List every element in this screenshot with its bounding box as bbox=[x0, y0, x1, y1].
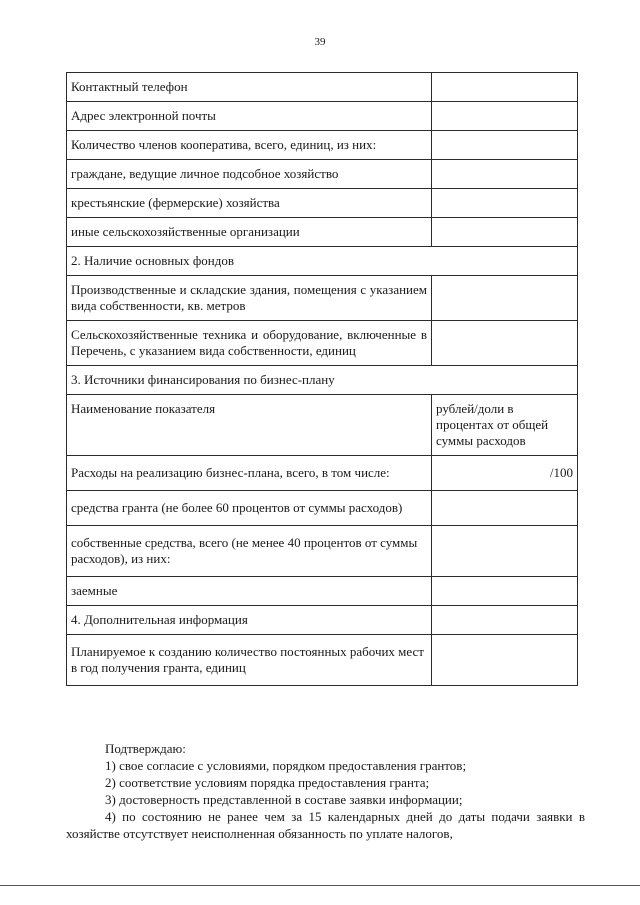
column-header-indicator: Наименование показателя bbox=[67, 395, 432, 456]
table-row bbox=[67, 276, 578, 321]
row-value: /100 bbox=[432, 456, 578, 491]
row-label: граждане, ведущие личное подсобное хозяйство bbox=[67, 160, 432, 189]
row-value bbox=[432, 577, 578, 606]
table-row bbox=[67, 635, 578, 686]
section-row bbox=[67, 366, 578, 395]
table-row bbox=[67, 526, 578, 577]
row-value bbox=[432, 102, 578, 131]
row-label: Планируемое к созданию количество постоянных рабочих мест в год получения гранта, единиц bbox=[67, 635, 432, 686]
row-value bbox=[432, 321, 578, 366]
table-row bbox=[67, 577, 578, 606]
row-value bbox=[432, 189, 578, 218]
section-heading-additional: 4. Дополнительная информация bbox=[67, 606, 432, 635]
row-value bbox=[432, 73, 578, 102]
row-label: заемные bbox=[67, 577, 432, 606]
confirmation-item: 2) соответствие условиям порядка предоставления гранта; bbox=[105, 775, 430, 790]
table-row bbox=[67, 189, 578, 218]
page-bottom-rule bbox=[0, 885, 640, 886]
row-value bbox=[432, 606, 578, 635]
table-row bbox=[67, 160, 578, 189]
table-row bbox=[67, 321, 578, 366]
column-header-amount: рублей/доли в процентах от общей суммы расходов bbox=[432, 395, 578, 456]
section-row bbox=[67, 247, 578, 276]
table-row bbox=[67, 102, 578, 131]
row-value bbox=[432, 131, 578, 160]
confirmation-item: 3) достоверность представленной в составе заявки информации; bbox=[105, 792, 463, 807]
table-row bbox=[67, 456, 578, 491]
row-value bbox=[432, 526, 578, 577]
table-header-row bbox=[67, 395, 578, 456]
row-label: крестьянские (фермерские) хозяйства bbox=[67, 189, 432, 218]
page-number: 39 bbox=[314, 36, 326, 48]
row-label: Количество членов кооператива, всего, единиц, из них: bbox=[67, 131, 432, 160]
section-heading-financing: 3. Источники финансирования по бизнес-плану bbox=[67, 366, 578, 395]
table-row bbox=[67, 131, 578, 160]
confirmation-text bbox=[66, 740, 585, 842]
row-value bbox=[432, 218, 578, 247]
row-label: Производственные и складские здания, помещения с указанием вида собственности, кв. метров bbox=[67, 276, 432, 321]
row-label: иные сельскохозяйственные организации bbox=[67, 218, 432, 247]
row-label: средства гранта (не более 60 процентов от суммы расходов) bbox=[67, 491, 432, 526]
table-row bbox=[67, 218, 578, 247]
section-heading-fixed-assets: 2. Наличие основных фондов bbox=[67, 247, 578, 276]
row-label: Адрес электронной почты bbox=[67, 102, 432, 131]
table-row bbox=[67, 606, 578, 635]
row-value bbox=[432, 276, 578, 321]
row-value bbox=[432, 491, 578, 526]
row-label: собственные средства, всего (не менее 40 процентов от суммы расходов), из них: bbox=[67, 526, 432, 577]
row-label: Контактный телефон bbox=[67, 73, 432, 102]
table-row bbox=[67, 73, 578, 102]
confirmation-item: 1) свое согласие с условиями, порядком предоставления грантов; bbox=[105, 758, 467, 773]
row-value bbox=[432, 635, 578, 686]
confirmation-heading: Подтверждаю: bbox=[105, 741, 186, 756]
table-row bbox=[67, 491, 578, 526]
application-form-table bbox=[66, 72, 578, 686]
row-label: Расходы на реализацию бизнес-плана, всего, в том числе: bbox=[67, 456, 432, 491]
row-label: Сельскохозяйственные техника и оборудование, включенные в Перечень, с указанием вида собственности, единиц bbox=[67, 321, 432, 366]
confirmation-item: 4) по состоянию не ранее чем за 15 календарных дней до даты подачи заявки в хозяйстве отсутствует неисполненная обязанность по уплате налогов, bbox=[66, 809, 585, 841]
row-value bbox=[432, 160, 578, 189]
